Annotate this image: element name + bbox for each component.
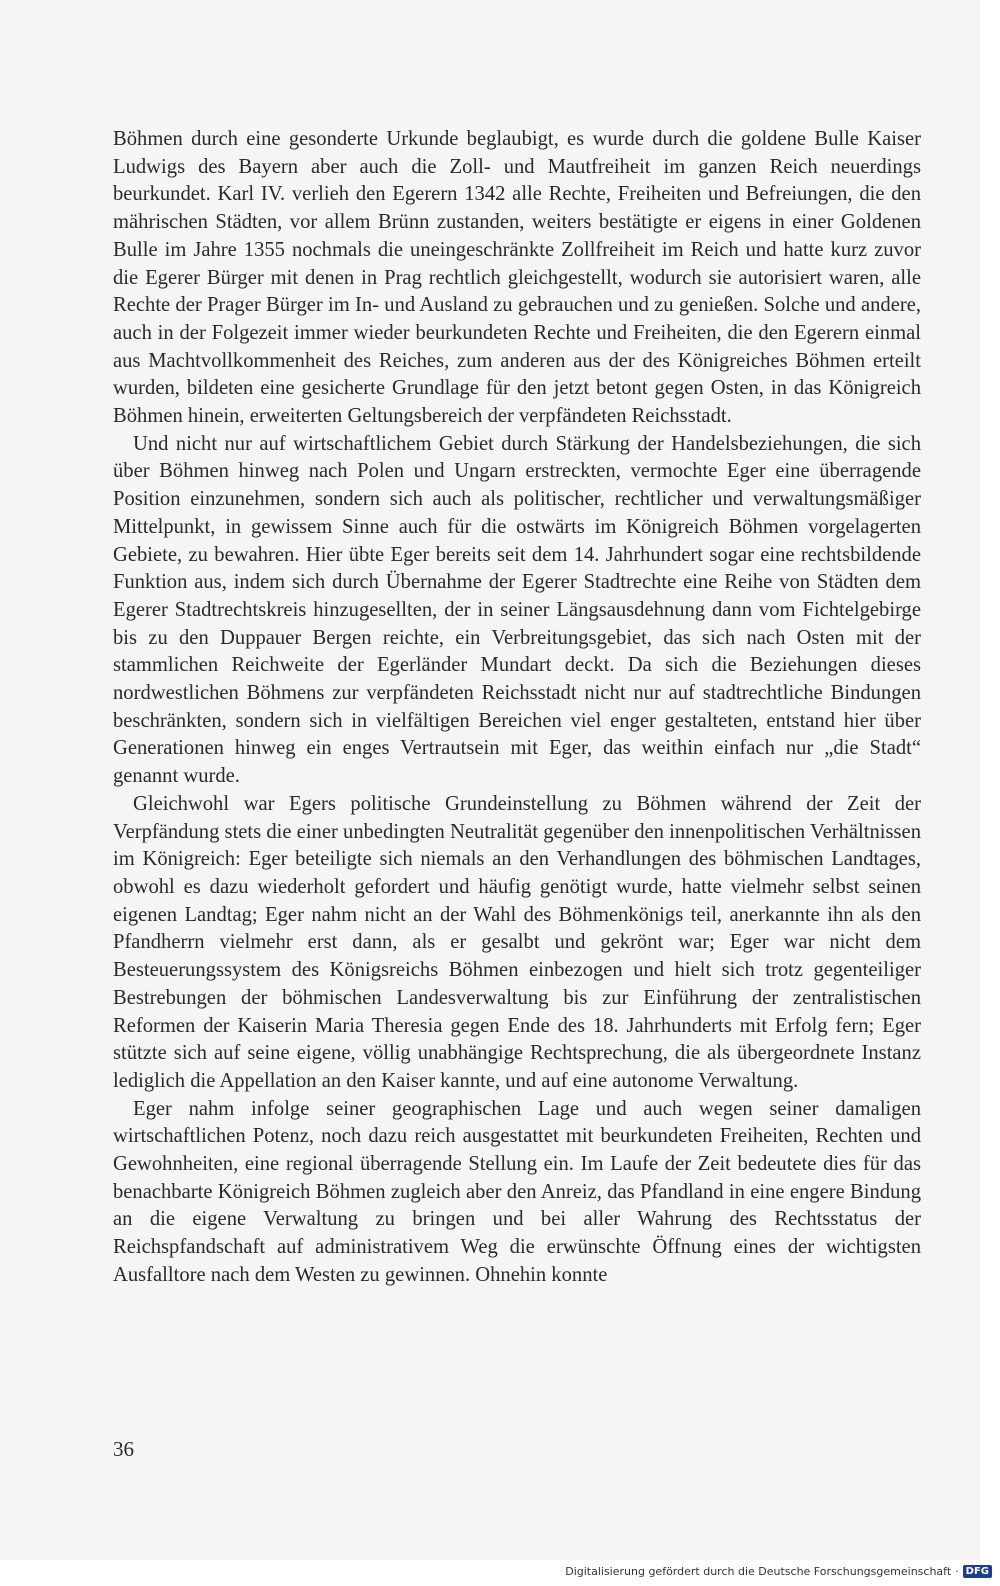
paragraph-3: Gleichwohl war Egers politische Grundeinstellung zu Böhmen während der Zeit der Verpfändung stets die einer unbedingten Neutralität gegenüber den innenpolitischen Verhältnissen im Königreich: Eger beteiligte sich niemals an den Verhandlungen des böhmischen Landtages, obwohl es dazu wiederholt gefordert und häufig genötigt wurde, hatte vielmehr selbst seinen eigenen Landtag; Eger nahm nicht an der Wahl des Böhmenkönigs teil, anerkannte ihn als den Pfandherrn vielmehr erst dann, als er gesalbt und gekrönt war; Eger war nicht dem Besteuerungssystem des Königsreichs Böhmen einbezogen und hielt sich trotz gegenteiliger Bestrebungen der böhmischen Landesverwaltung bis zur Einführung der zentralistischen Reformen der Kaiserin Maria Theresia gegen Ende des 18. Jahrhunderts mit Erfolg fern; Eger stützte sich auf seine eigene, völlig unabhängige Rechtsprechung, die als übergeordnete Instanz lediglich die Appellation an den Kaiser kannte, und auf eine autonome Verwaltung. <box>113 792 921 1092</box>
footer-credit: Digitalisierung gefördert durch die Deutsche Forschungsgemeinschaft <box>565 1565 952 1578</box>
digitization-footer <box>565 1565 992 1578</box>
paragraph-4: Eger nahm infolge seiner geographischen Lage und auch wegen seiner damaligen wirtschaftlichen Potenz, noch dazu reich ausgestattet mit beurkundeten Freiheiten, Rechten und Gewohnheiten, eine regional überragende Stellung ein. Im Laufe der Zeit bedeutete dies für das benachbarte Königreich Böhmen zugleich aber den Anreiz, das Pfandland in eine engere Bindung an die eigene Verwaltung zu bringen und bei aller Wahrung des Rechtsstatus der Reichspfandschaft auf administrativem Weg die erwünschte Öffnung eines der wichtigsten Ausfalltore nach dem Westen zu gewinnen. Ohnehin konnte <box>113 1097 921 1286</box>
paragraph-2: Und nicht nur auf wirtschaftlichem Gebiet durch Stärkung der Handelsbeziehungen, die sich über Böhmen hinweg nach Polen und Ungarn erstreckten, vermochte Eger eine überragende Position einzunehmen, sondern sich auch als politischer, rechtlicher und verwaltungsmäßiger Mittelpunkt, in gewissem Sinne auch für die ostwärts im Königreich Böhmen vorgelagerten Gebiete, zu bewahren. Hier übte Eger bereits seit dem 14. Jahrhundert sogar eine rechtsbildende Funktion aus, indem sich durch Übernahme der Egerer Stadtrechte eine Reihe von Städten dem Egerer Stadtrechtskreis hinzugesellten, der in seiner Längsausdehnung dann vom Fichtelgebirge bis zu den Duppauer Bergen reichte, ein Verbreitungsgebiet, das sich nach Osten mit der stammlichen Reichweite der Egerländer Mundart deckt. Da sich die Beziehungen dieses nordwestlichen Böhmens zur verpfändeten Reichsstadt nicht nur auf stadtrechtliche Bindungen beschränkten, sondern sich in vielfältigen Bereichen viel enger gestalteten, entstand hier über Generationen hinweg ein enges Vertrautsein mit Eger, das weithin einfach nur „die Stadt“ genannt wurde. <box>113 432 921 788</box>
paragraph-1: Böhmen durch eine gesonderte Urkunde beglaubigt, es wurde durch die goldene Bulle Kaiser Ludwigs des Bayern aber auch die Zoll- und Mautfreiheit im ganzen Reich neuerdings beurkundet. Karl IV. verlieh den Egerern 1342 alle Rechte, Freiheiten und Befreiungen, die den mährischen Städten, vor allem Brünn zustanden, weiters bestätigte er eigens in einer Goldenen Bulle im Jahre 1355 nochmals die uneingeschränkte Zollfreiheit im Reich und hatte kurz zuvor die Egerer Bürger mit denen in Prag rechtlich gleichgestellt, wodurch sie autorisiert waren, alle Rechte der Prager Bürger im In- und Ausland zu gebrauchen und zu genießen. Solche und andere, auch in der Folgezeit immer wieder beurkundeten Rechte und Freiheiten, die den Egerern einmal aus Machtvollkommenheit des Reiches, zum anderen aus der des Königreiches Böhmen erteilt wurden, bildeten eine gesicherte Grundlage für den jetzt betont gegen Osten, in das Königreich Böhmen hinein, erweiterten Geltungsbereich der verpfändeten Reichsstadt. <box>113 128 921 428</box>
body-text <box>113 126 921 1290</box>
page-number: 36 <box>113 1437 134 1461</box>
page-margin <box>980 0 1000 1560</box>
dfg-logo: DFG <box>963 1565 992 1578</box>
footer-separator: · <box>955 1565 959 1578</box>
